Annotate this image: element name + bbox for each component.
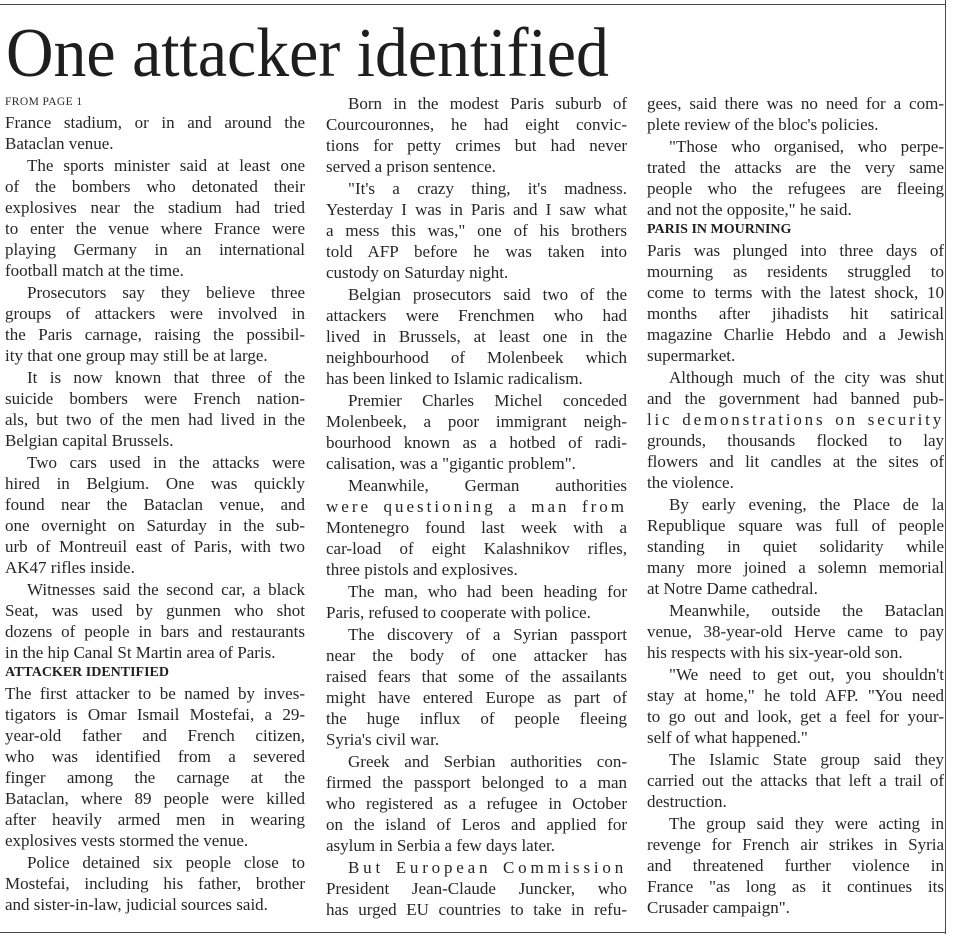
text-line: standing in quiet solidarity while — [647, 536, 944, 556]
paragraph — [5, 155, 305, 281]
text-line: Bataclan venue. — [5, 133, 114, 153]
text-line: served a prison sentence. — [326, 156, 496, 176]
text-line: Meanwhile, outside the Bataclan — [669, 600, 944, 620]
text-line: lived in Brussels, at least one in the — [326, 326, 627, 346]
paragraph — [326, 93, 627, 177]
text-line: Witnesses said the second car, a black — [27, 579, 305, 599]
text-line: custody on Saturday night. — [326, 262, 509, 282]
text-line: found near the Bataclan venue, and — [5, 494, 305, 514]
text-line: Crusader campaign". — [647, 897, 790, 917]
text-line: car-load of eight Kalashnikov rifles, — [326, 538, 627, 558]
text-line: "It's a crazy thing, it's madness. — [348, 178, 627, 198]
paragraph — [5, 282, 305, 366]
paragraph — [5, 852, 305, 915]
paragraph — [5, 579, 305, 663]
text-line: his respects with his six-year-old son. — [647, 642, 903, 662]
text-line: carried out the attacks that left a trail of — [647, 770, 944, 790]
text-line: The Islamic State group said they — [669, 749, 944, 769]
paragraph — [647, 136, 944, 220]
text-line: urb of Montreuil east of Paris, with two — [5, 536, 305, 556]
paragraph — [326, 857, 627, 920]
text-line: a mess this was," one of his brothers — [326, 220, 627, 240]
text-line: at Notre Dame cathedral. — [647, 578, 818, 598]
text-line: and not the opposite," he said. — [647, 199, 852, 219]
text-line: revenge for French air strikes in Syria — [647, 834, 944, 854]
text-line: year-old father and French citizen, — [5, 725, 305, 745]
text-line: calisation, was a "gigantic problem". — [326, 453, 576, 473]
text-line: The man, who had been heading for — [348, 581, 627, 601]
paragraph — [647, 664, 944, 748]
text-line: self of what happened." — [647, 727, 808, 747]
text-line: AK47 rifles inside. — [5, 557, 135, 577]
text-line: The discovery of a Syrian passport — [348, 624, 627, 644]
text-line: months after jihadists hit satirical — [647, 303, 944, 323]
text-line: Bataclan, where 89 people were killed — [5, 788, 305, 808]
text-line: were questioning a man from — [326, 496, 627, 516]
text-line: President Jean-Claude Juncker, who — [326, 878, 627, 898]
text-line: plete review of the bloc's policies. — [647, 114, 879, 134]
text-line: hired in Belgium. One was quickly — [5, 473, 305, 493]
text-line: als, but two of the men had lived in the — [5, 409, 305, 429]
text-line: to enter the venue where France were — [5, 218, 305, 238]
paragraph — [647, 813, 944, 918]
text-line: But European Commission — [348, 857, 627, 877]
paragraph — [5, 683, 305, 851]
subhead-attacker-identified: ATTACKER IDENTIFIED — [5, 664, 170, 680]
text-line: Belgian prosecutors said two of the — [348, 284, 627, 304]
text-line: to go out and look, get a feel for your- — [647, 706, 944, 726]
text-line: mourning as residents struggled to — [647, 261, 944, 281]
text-line: Seat, was used by gunmen who shot — [5, 600, 305, 620]
text-line: grounds, thousands flocked to lay — [647, 430, 944, 450]
text-line: gees, said there was no need for a com- — [647, 93, 944, 113]
text-line: venue, 38-year-old Herve came to pay — [647, 621, 944, 641]
paragraph — [647, 240, 944, 366]
text-line: Two cars used in the attacks were — [27, 452, 305, 472]
text-line: people who the refugees are fleeing — [647, 178, 944, 198]
text-line: who registered as a refugee in October — [326, 793, 627, 813]
text-line: Greek and Serbian authorities con- — [348, 751, 627, 771]
text-line: suicide bombers were French nation- — [5, 388, 305, 408]
text-line: Yesterday I was in Paris and I saw what — [326, 199, 627, 219]
text-line: Mostefai, including his father, brother — [5, 873, 305, 893]
text-line: Montenegro found last week with a — [326, 517, 627, 537]
article-column-2 — [326, 93, 627, 920]
text-line: Prosecutors say they believe three — [27, 282, 305, 302]
text-line: of the bombers who detonated their — [5, 176, 305, 196]
text-line: tions for petty crimes but had never — [326, 135, 627, 155]
text-line: Molenbeek, a poor immigrant neigh- — [326, 411, 627, 431]
paragraph — [326, 751, 627, 856]
text-line: groups of attackers were involved in — [5, 303, 305, 323]
text-line: Syria's civil war. — [326, 729, 440, 749]
text-line: playing Germany in an international — [5, 239, 305, 259]
text-line: Republique square was full of people — [647, 515, 944, 535]
text-line: Although much of the city was shut — [669, 367, 944, 387]
rule-right — [945, 0, 946, 934]
text-line: Belgian capital Brussels. — [5, 430, 174, 450]
text-line: flowers and lit candles at the sites of — [647, 451, 944, 471]
text-line: explosives vests stormed the venue. — [5, 830, 249, 850]
paragraph — [326, 475, 627, 580]
text-line: asylum in Serbia a few days later. — [326, 835, 555, 855]
text-line: near the body of one attacker has — [326, 645, 627, 665]
text-line: "Those who organised, who perpe- — [669, 136, 944, 156]
text-line: France stadium, or in and around the — [5, 112, 305, 132]
text-line: stay at home," he told AFP. "You need — [647, 685, 944, 705]
text-line: tigators is Omar Ismail Mostefai, a 29- — [5, 704, 305, 724]
text-line: Police detained six people close to — [27, 852, 305, 872]
text-line: Premier Charles Michel conceded — [348, 390, 627, 410]
paragraph — [5, 452, 305, 578]
text-line: By early evening, the Place de la — [669, 494, 944, 514]
text-line: and the government had banned pub- — [647, 388, 944, 408]
text-line: one overnight on Saturday in the sub- — [5, 515, 305, 535]
text-line: told AFP before he was taken into — [326, 241, 627, 261]
text-line: who was identified from a severed — [5, 746, 305, 766]
text-line: finger among the carnage at the — [5, 767, 305, 787]
paragraph — [326, 284, 627, 389]
text-line: The group said they were acting in — [669, 813, 944, 833]
text-line: firmed the passport belonged to a man — [326, 772, 627, 792]
text-line: neighbourhood of Molenbeek which — [326, 347, 627, 367]
paragraph — [647, 367, 944, 493]
paragraph — [647, 749, 944, 812]
text-line: France "as long as it continues its — [647, 876, 944, 896]
paragraph — [5, 367, 305, 451]
text-line: It is now known that three of the — [27, 367, 305, 387]
paragraph — [647, 600, 944, 663]
paragraph — [326, 624, 627, 750]
text-line: attackers were Frenchmen who had — [326, 305, 627, 325]
text-line: raised fears that some of the assailants — [326, 666, 627, 686]
text-line: and sister-in-law, judicial sources said. — [5, 894, 268, 914]
text-line: in the hip Canal St Martin area of Paris. — [5, 642, 276, 662]
headline: One attacker identified — [6, 15, 609, 92]
text-line: Paris, refused to cooperate with police. — [326, 602, 591, 622]
rule-top — [0, 4, 946, 5]
text-line: the huge influx of people fleeing — [326, 708, 627, 728]
paragraph — [647, 494, 944, 599]
text-line: football match at the time. — [5, 260, 184, 280]
paragraph — [326, 178, 627, 283]
article-column-3 — [647, 93, 944, 918]
text-line: Born in the modest Paris suburb of — [348, 93, 627, 113]
text-line: bourhood known as a hotbed of radi- — [326, 432, 627, 452]
text-line: The sports minister said at least one — [27, 155, 305, 175]
text-line: the violence. — [647, 472, 734, 492]
paragraph — [326, 581, 627, 623]
text-line: come to terms with the latest shock, 10 — [647, 282, 944, 302]
paragraph — [647, 93, 944, 135]
paragraph — [326, 390, 627, 474]
text-line: The first attacker to be named by inves- — [5, 683, 305, 703]
text-line: magazine Charlie Hebdo and a Jewish — [647, 324, 944, 344]
article-column-1 — [5, 93, 305, 915]
text-line: dozens of people in bars and restaurants — [5, 621, 305, 641]
text-line: Courcouronnes, he had eight convic- — [326, 114, 627, 134]
text-line: the Paris carnage, raising the possibil- — [5, 324, 305, 344]
text-line: might have entered Europe as part of — [326, 687, 627, 707]
rule-bottom — [0, 932, 946, 933]
text-line: destruction. — [647, 791, 727, 811]
text-line: has urged EU countries to take in refu- — [326, 899, 627, 919]
text-line: trated the attacks are the very same — [647, 157, 944, 177]
text-line: "We need to get out, you shouldn't — [669, 664, 944, 684]
text-line: explosives near the stadium had tried — [5, 197, 305, 217]
text-line: many more joined a solemn memorial — [647, 557, 944, 577]
text-line: and threatened further violence in — [647, 855, 944, 875]
kicker-from-page: FROM PAGE 1 — [5, 95, 83, 108]
text-line: has been linked to Islamic radicalism. — [326, 368, 583, 388]
text-line: after heavily armed men in wearing — [5, 809, 305, 829]
text-line: Paris was plunged into three days of — [647, 240, 944, 260]
text-line: ity that one group may still be at large. — [5, 345, 268, 365]
text-line: Meanwhile, German authorities — [348, 475, 627, 495]
text-line: three pistols and explosives. — [326, 559, 518, 579]
subhead-paris-in-mourning: PARIS IN MOURNING — [647, 221, 792, 237]
text-line: lic demonstrations on security — [647, 409, 944, 429]
text-line: supermarket. — [647, 345, 736, 365]
paragraph — [5, 112, 305, 154]
text-line: on the island of Leros and applied for — [326, 814, 627, 834]
